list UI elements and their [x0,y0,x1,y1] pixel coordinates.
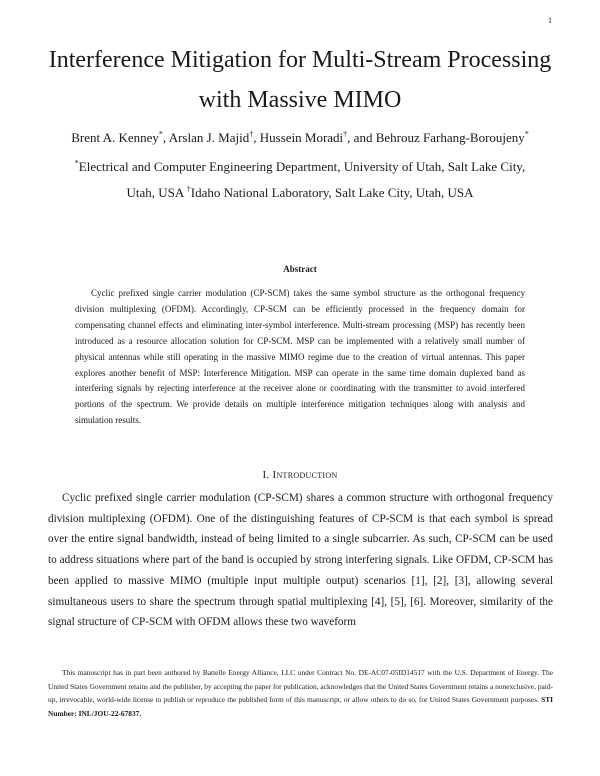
footnote [48,666,553,721]
affiliation-utah-cont: Utah, USA [126,185,187,200]
affiliation-mark: * [74,158,79,168]
author-3: Hussein Moradi [259,130,344,145]
title-line-2: with Massive MIMO [198,87,402,113]
abstract-heading: Abstract [283,264,317,274]
affiliation-mark: † [343,129,348,139]
author-list [40,130,560,146]
author-separator: , [253,130,260,145]
author-2: Arslan J. Majid [168,130,250,145]
affiliation-line-1 [40,154,560,180]
section-number: I. [262,469,273,481]
affiliation-inl: Idaho National Laboratory, Salt Lake City, Utah, USA [190,185,474,200]
footnote-sti-number: STI Number: INL/JOU-22-67837. [48,695,553,719]
affiliation-mark: † [249,129,254,139]
section-title: Introduction [272,469,338,481]
affiliation-mark: † [186,184,191,194]
affiliation-mark: * [158,129,163,139]
abstract-text: Cyclic prefixed single carrier modulation (CP-SCM) takes the same symbol structure as the orthogonal frequency division multiplexing (OFDM). Accordingly, CP-SCM can be efficiently processed in the frequency domain for compensating channel effects and eliminating inter-symbol interference. Multi-stream processing (MSP) has recently been introduced as a resource allocation solution for CP-SCM. MSP can be implemented with a relatively small number of physical antennas while still operating in the massive MIMO regime due to the creation of virtual antennas. This paper explores another benefit of MSP: Interference Mitigation. MSP can operate in the same time domain duplexed band as interfering signals by rejecting interference at the receiver alone or coordinating with the transmitter to avoid interfered portions of the spectrum. We provide details on multiple interference mitigation techniques along with analysis and simulation results. [75,288,525,426]
paper-title [40,40,560,120]
page-number: 1 [548,16,552,25]
section-heading [40,469,560,481]
affiliations [40,154,560,206]
author-separator-and: , and [347,130,376,145]
affiliation-line-2 [40,180,560,206]
author-separator: , [162,130,169,145]
footnote-text: This manuscript has in part been authored by Battelle Energy Alliance, LLC under Contract No. DE-AC07-05ID14517 with the U.S. Department of Energy. The United States Government retains and the publisher, by accepting the paper for publication, acknowledges that the United States Government retains a nonexclusive, paid-up, irrevocable, world-wide license to publish or reproduce the published form of this manuscript, or allow others to do so, for United States Government purposes. [48,668,553,705]
introduction-paragraph: Cyclic prefixed single carrier modulation (CP-SCM) shares a common structure with orthogonal frequency division multiplexing (OFDM). One of the distinguishing features of CP-SCM is that each symbol is spread over the entire signal bandwidth, instead of being limited to a single subcarrier. As such, CP-SCM can be used to address situations where part of the band is occupied by strong interfering signals. Like OFDM, CP-SCM has been applied to massive MIMO (multiple input multiple output) scenarios [1], [2], [3], allowing several simultaneous users to share the spectrum through spatial multiplexing [4], [5], [6]. Moreover, similarity of the signal structure of CP-SCM with OFDM allows these two waveform [48,492,553,629]
affiliation-mark: * [524,129,529,139]
affiliation-utah: Electrical and Computer Engineering Department, University of Utah, Salt Lake City, [78,159,526,174]
author-1: Brent A. Kenney [71,130,159,145]
author-4: Behrouz Farhang-Boroujeny [375,130,525,145]
title-line-1: Interference Mitigation for Multi-Stream Processing [48,47,552,73]
